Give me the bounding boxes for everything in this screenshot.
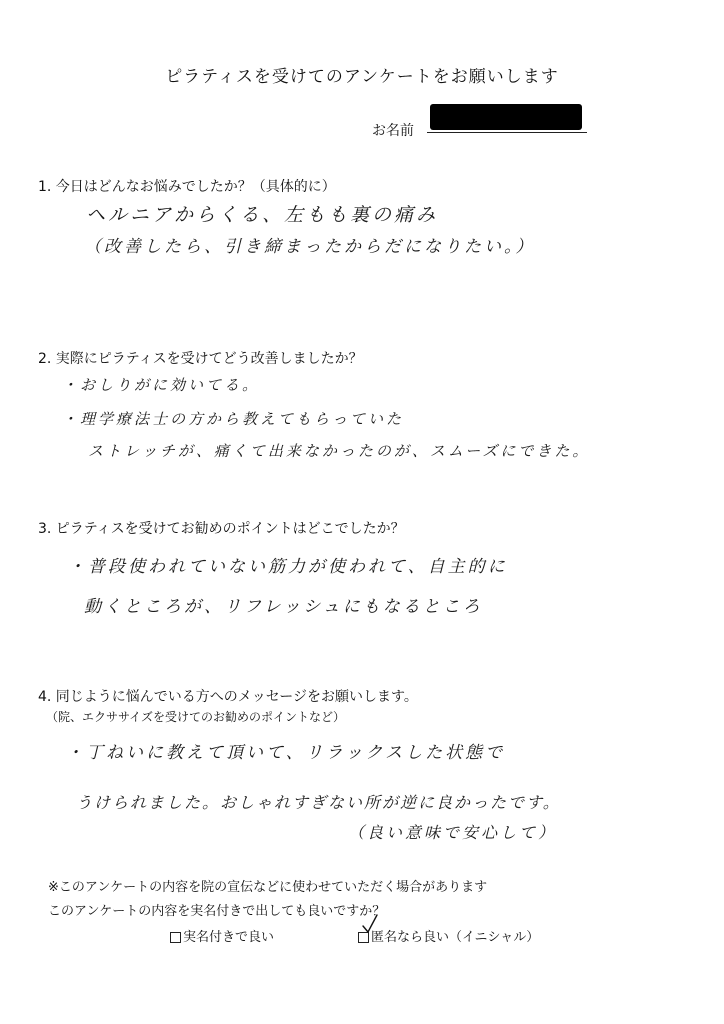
question-3: 3. ピラティスを受けてお勧めのポイントはどこでしたか？ — [38, 521, 405, 537]
answer-2-line-2: ・理学療法士の方から教えてもらっていた — [62, 410, 405, 428]
answer-2-line-1: ・おしりがに効いてる。 — [62, 376, 261, 394]
real-name-label: 実名付きで良い — [183, 930, 275, 945]
answer-4-line-3: （良い意味で安心して） — [348, 823, 558, 842]
answer-4-line-2: うけられました。おしゃれすぎない所が逆に良かったです。 — [76, 793, 561, 812]
page-title: ピラティスを受けてのアンケートをお願いします — [165, 67, 559, 87]
question-2: 2. 実際にピラティスを受けてどう改善しましたか？ — [38, 351, 363, 367]
question-1: 1. 今日はどんなお悩みでしたか？（具体的に） — [38, 179, 336, 195]
answer-4-line-1: ・丁ねいに教えて頂いて、リラックスした状態で — [66, 743, 506, 763]
answer-1-line-2: （改善したら、引き締まったからだになりたい。） — [84, 237, 536, 257]
consent-question: このアンケートの内容を実名付きで出しても良いですか？ — [48, 904, 386, 919]
answer-3-line-1: ・普段使われていない筋力が使われて、自主的に — [68, 557, 508, 577]
question-4-hint: （院、エクササイズを受けてのお勧めのポイントなど） — [46, 710, 346, 724]
real-name-checkbox[interactable] — [170, 932, 181, 943]
answer-1-line-1: ヘルニアからくる、左もも裏の痛み — [86, 204, 439, 226]
name-underline — [427, 132, 587, 133]
name-label: お名前 — [372, 123, 414, 139]
usage-notice: ※このアンケートの内容を院の宣伝などに使わせていただく場合があります — [48, 880, 488, 895]
answer-3-line-2: 動くところが、リフレッシュにもなるところ — [84, 597, 483, 617]
anonymous-label: 匿名なら良い（イニシャル） — [371, 930, 540, 945]
answer-2-line-3: ストレッチが、痛くて出来なかったのが、スムーズにできた。 — [88, 442, 591, 460]
question-4: 4. 同じように悩んでいる方へのメッセージをお願いします。 — [38, 689, 418, 705]
option-real-name[interactable] — [170, 926, 274, 945]
option-anonymous[interactable] — [358, 926, 539, 945]
check-mark-icon — [362, 914, 378, 934]
name-redaction — [430, 104, 582, 130]
